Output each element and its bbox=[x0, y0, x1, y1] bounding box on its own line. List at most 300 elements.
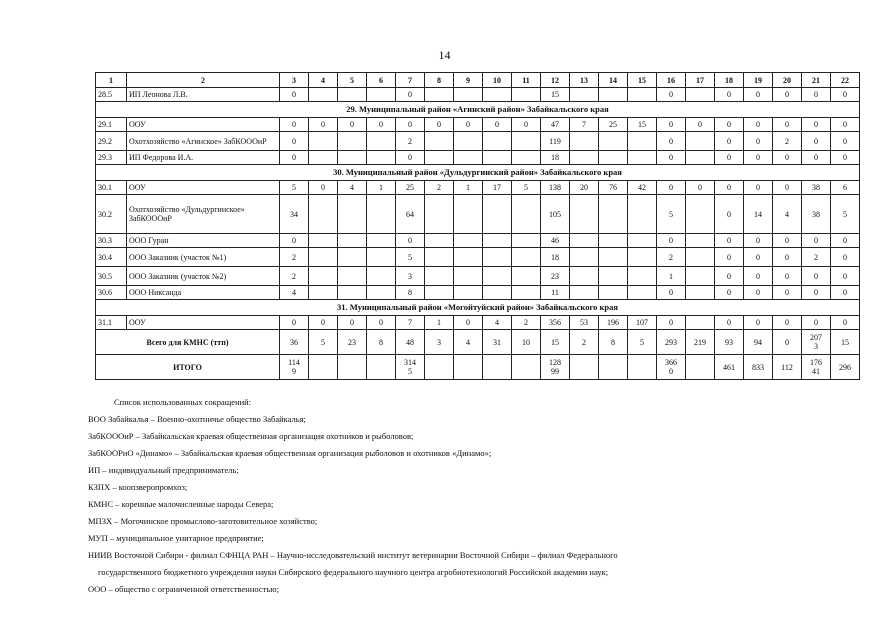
table-cell bbox=[628, 132, 657, 151]
table-cell: 0 bbox=[715, 286, 744, 300]
district-row bbox=[96, 102, 860, 118]
table-cell: 5 bbox=[512, 181, 541, 195]
table-cell: 138 bbox=[541, 181, 570, 195]
table-cell bbox=[483, 248, 512, 267]
table-cell: 196 bbox=[599, 316, 628, 330]
table-cell bbox=[454, 151, 483, 165]
table-cell: 15 bbox=[541, 88, 570, 102]
table-cell bbox=[512, 132, 541, 151]
table-cell: 0 bbox=[715, 267, 744, 286]
table-cell bbox=[686, 151, 715, 165]
table-cell: 0 bbox=[744, 118, 773, 132]
table-cell: 1 bbox=[425, 316, 454, 330]
table-cell: 0 bbox=[773, 181, 802, 195]
column-header: 6 bbox=[367, 73, 396, 88]
table-cell: 15 bbox=[628, 118, 657, 132]
table-cell: 38 bbox=[802, 195, 831, 234]
total-cell: 128 99 bbox=[541, 355, 570, 380]
table-cell: 0 bbox=[396, 234, 425, 248]
table-cell bbox=[512, 195, 541, 234]
table-cell: 0 bbox=[773, 234, 802, 248]
total-cell: 4 bbox=[454, 330, 483, 355]
table-cell: 0 bbox=[483, 118, 512, 132]
table-cell: 0 bbox=[715, 118, 744, 132]
abbreviation-item: НИИВ Восточной Сибири - филиал СФНЦА РАН – Научно-исследовательский институт ветеринарии Восточной Сибири – филиал Федерального bbox=[88, 550, 618, 560]
table-cell bbox=[338, 286, 367, 300]
table-cell: 11 bbox=[541, 286, 570, 300]
table-row bbox=[96, 118, 860, 132]
table-cell: 0 bbox=[715, 132, 744, 151]
table-row bbox=[96, 316, 860, 330]
table-cell bbox=[367, 151, 396, 165]
table-cell: 18 bbox=[541, 248, 570, 267]
table-cell bbox=[628, 195, 657, 234]
table-cell: 0 bbox=[280, 316, 309, 330]
table-cell bbox=[309, 234, 338, 248]
table-cell: 0 bbox=[773, 88, 802, 102]
table-cell: 25 bbox=[396, 181, 425, 195]
table-cell: 0 bbox=[657, 181, 686, 195]
table-cell: 5 bbox=[831, 195, 860, 234]
table-cell bbox=[309, 248, 338, 267]
table-cell: 76 bbox=[599, 181, 628, 195]
total-cell: 5 bbox=[628, 330, 657, 355]
total-cell: 8 bbox=[599, 330, 628, 355]
row-number: 29.3 bbox=[96, 151, 127, 165]
table-cell: 7 bbox=[570, 118, 599, 132]
table-cell: 0 bbox=[715, 195, 744, 234]
row-number: 28.5 bbox=[96, 88, 127, 102]
table-cell: 0 bbox=[802, 151, 831, 165]
table-cell: 0 bbox=[773, 151, 802, 165]
table-cell: 0 bbox=[831, 118, 860, 132]
table-cell bbox=[570, 151, 599, 165]
table-cell: 0 bbox=[744, 267, 773, 286]
table-cell bbox=[367, 195, 396, 234]
table-cell bbox=[686, 316, 715, 330]
total-cell: 112 bbox=[773, 355, 802, 380]
column-header: 14 bbox=[599, 73, 628, 88]
total-cell: 3 bbox=[425, 330, 454, 355]
table-row bbox=[96, 267, 860, 286]
table-cell: 0 bbox=[657, 151, 686, 165]
total-cell: 176 41 bbox=[802, 355, 831, 380]
column-header: 20 bbox=[773, 73, 802, 88]
table-cell bbox=[686, 234, 715, 248]
table-cell bbox=[425, 234, 454, 248]
table-cell: 0 bbox=[396, 118, 425, 132]
table-cell: 0 bbox=[802, 316, 831, 330]
table-row bbox=[96, 151, 860, 165]
total-cell: 15 bbox=[541, 330, 570, 355]
table-cell bbox=[628, 88, 657, 102]
table-cell bbox=[338, 151, 367, 165]
table-cell: 0 bbox=[802, 234, 831, 248]
table-cell: 0 bbox=[715, 316, 744, 330]
total-cell: 5 bbox=[309, 330, 338, 355]
row-number: 29.2 bbox=[96, 132, 127, 151]
abbreviation-item: ООО – общество с ограниченной ответственностью; bbox=[88, 584, 279, 594]
table-cell: 0 bbox=[802, 267, 831, 286]
table-cell: 105 bbox=[541, 195, 570, 234]
abbreviation-item: КЗПХ – коопзверопромхоз; bbox=[88, 482, 188, 492]
abbreviation-item: ЗабКООРиО «Динамо» – Забайкальская краевая общественная организация рыболовов и охотников «Динамо»; bbox=[88, 448, 492, 458]
organization-name: ИП Федорова И.А. bbox=[127, 151, 280, 165]
table-cell bbox=[454, 267, 483, 286]
table-cell: 0 bbox=[744, 132, 773, 151]
table-cell bbox=[686, 248, 715, 267]
row-number: 30.5 bbox=[96, 267, 127, 286]
abbreviation-item: ИП – индивидуальный предприниматель; bbox=[88, 465, 239, 475]
table-cell: 0 bbox=[715, 181, 744, 195]
table-cell: 0 bbox=[715, 248, 744, 267]
total-row bbox=[96, 355, 860, 380]
table-cell bbox=[338, 267, 367, 286]
total-cell: 15 bbox=[831, 330, 860, 355]
total-cell bbox=[425, 355, 454, 380]
total-cell: 0 bbox=[773, 330, 802, 355]
total-cell bbox=[686, 355, 715, 380]
table-cell: 20 bbox=[570, 181, 599, 195]
table-cell bbox=[512, 248, 541, 267]
table-cell bbox=[425, 195, 454, 234]
total-cell: 23 bbox=[338, 330, 367, 355]
table-cell: 0 bbox=[802, 286, 831, 300]
column-header: 7 bbox=[396, 73, 425, 88]
column-header: 15 bbox=[628, 73, 657, 88]
table-cell: 0 bbox=[831, 248, 860, 267]
table-cell: 0 bbox=[280, 151, 309, 165]
total-cell: 461 bbox=[715, 355, 744, 380]
page-number: 14 bbox=[438, 48, 451, 62]
table-row bbox=[96, 248, 860, 267]
table-cell: 0 bbox=[686, 118, 715, 132]
row-number: 31.1 bbox=[96, 316, 127, 330]
table-cell bbox=[686, 132, 715, 151]
table-cell: 0 bbox=[396, 88, 425, 102]
table-cell bbox=[367, 88, 396, 102]
table-cell: 53 bbox=[570, 316, 599, 330]
table-cell: 0 bbox=[744, 181, 773, 195]
table-cell: 0 bbox=[715, 151, 744, 165]
column-header: 16 bbox=[657, 73, 686, 88]
abbreviations-list bbox=[88, 394, 848, 598]
organization-name: ООО Никсанда bbox=[127, 286, 280, 300]
table-cell: 0 bbox=[802, 88, 831, 102]
table-row bbox=[96, 234, 860, 248]
table-cell: 4 bbox=[338, 181, 367, 195]
table-cell bbox=[570, 267, 599, 286]
table-cell: 0 bbox=[425, 118, 454, 132]
table-cell: 0 bbox=[657, 316, 686, 330]
total-row bbox=[96, 330, 860, 355]
column-header: 19 bbox=[744, 73, 773, 88]
column-header: 12 bbox=[541, 73, 570, 88]
table-cell bbox=[599, 88, 628, 102]
data-table bbox=[95, 72, 860, 380]
table-cell: 2 bbox=[512, 316, 541, 330]
table-cell bbox=[338, 234, 367, 248]
abbreviation-item: МПЗХ – Могочинское промыслово-заготовительное хозяйство; bbox=[88, 516, 318, 526]
table-cell bbox=[367, 132, 396, 151]
table-cell: 0 bbox=[280, 132, 309, 151]
table-cell: 5 bbox=[657, 195, 686, 234]
table-cell: 0 bbox=[367, 118, 396, 132]
table-cell: 0 bbox=[831, 234, 860, 248]
table-cell bbox=[309, 286, 338, 300]
table-cell bbox=[309, 88, 338, 102]
table-cell bbox=[367, 248, 396, 267]
column-header: 18 bbox=[715, 73, 744, 88]
header-row bbox=[96, 73, 860, 88]
table-cell: 2 bbox=[802, 248, 831, 267]
table-cell: 0 bbox=[802, 132, 831, 151]
table-cell: 0 bbox=[454, 118, 483, 132]
table-cell: 1 bbox=[657, 267, 686, 286]
table-cell bbox=[454, 234, 483, 248]
table-cell: 0 bbox=[773, 118, 802, 132]
district-title: 31. Муниципальный район «Могойтуйский район» Забайкальского края bbox=[96, 300, 860, 316]
table-cell: 5 bbox=[280, 181, 309, 195]
table-cell: 25 bbox=[599, 118, 628, 132]
column-header: 17 bbox=[686, 73, 715, 88]
table-cell: 4 bbox=[773, 195, 802, 234]
table-cell: 18 bbox=[541, 151, 570, 165]
total-cell: 36 bbox=[280, 330, 309, 355]
table-cell: 0 bbox=[454, 316, 483, 330]
abbreviation-item: ВОО Забайкалья – Военно-охотничье общество Забайкалья; bbox=[88, 414, 306, 424]
table-cell bbox=[599, 195, 628, 234]
total-cell bbox=[309, 355, 338, 380]
total-cell: 207 3 bbox=[802, 330, 831, 355]
organization-name: ООО Гуран bbox=[127, 234, 280, 248]
table-cell bbox=[570, 234, 599, 248]
table-cell bbox=[570, 132, 599, 151]
total-cell: 293 bbox=[657, 330, 686, 355]
table-cell bbox=[512, 88, 541, 102]
table-cell: 2 bbox=[657, 248, 686, 267]
table-cell: 0 bbox=[367, 316, 396, 330]
abbreviations-title: Список использованных сокращений: bbox=[114, 397, 252, 407]
total-cell: 2 bbox=[570, 330, 599, 355]
total-cell bbox=[628, 355, 657, 380]
table-cell bbox=[338, 248, 367, 267]
table-cell: 1 bbox=[367, 181, 396, 195]
table-cell bbox=[599, 267, 628, 286]
total-cell: 114 9 bbox=[280, 355, 309, 380]
table-cell bbox=[454, 88, 483, 102]
column-header: 21 bbox=[802, 73, 831, 88]
table-cell: 5 bbox=[396, 248, 425, 267]
table-cell: 0 bbox=[831, 286, 860, 300]
organization-name: ООО Заказник (участок №2) bbox=[127, 267, 280, 286]
table-cell bbox=[628, 267, 657, 286]
table-cell: 0 bbox=[831, 88, 860, 102]
table-cell: 2 bbox=[396, 132, 425, 151]
column-header: 11 bbox=[512, 73, 541, 88]
table-cell: 0 bbox=[686, 181, 715, 195]
district-row bbox=[96, 300, 860, 316]
total-cell: 94 bbox=[744, 330, 773, 355]
total-cell: 314 5 bbox=[396, 355, 425, 380]
table-cell: 1 bbox=[454, 181, 483, 195]
table-cell bbox=[599, 132, 628, 151]
table-cell: 119 bbox=[541, 132, 570, 151]
table-cell bbox=[454, 248, 483, 267]
table-cell: 0 bbox=[280, 234, 309, 248]
table-cell: 38 bbox=[802, 181, 831, 195]
column-header: 2 bbox=[127, 73, 280, 88]
table-cell bbox=[454, 132, 483, 151]
row-number: 30.6 bbox=[96, 286, 127, 300]
table-cell: 0 bbox=[309, 118, 338, 132]
table-cell: 47 bbox=[541, 118, 570, 132]
total-cell: 93 bbox=[715, 330, 744, 355]
table-cell bbox=[367, 286, 396, 300]
table-cell bbox=[425, 132, 454, 151]
table-cell bbox=[425, 267, 454, 286]
table-cell bbox=[686, 267, 715, 286]
table-cell: 0 bbox=[744, 286, 773, 300]
table-cell: 2 bbox=[425, 181, 454, 195]
organization-name: ООУ bbox=[127, 316, 280, 330]
table-cell: 0 bbox=[773, 267, 802, 286]
table-cell: 23 bbox=[541, 267, 570, 286]
table-cell bbox=[512, 234, 541, 248]
row-number: 30.4 bbox=[96, 248, 127, 267]
table-cell bbox=[425, 151, 454, 165]
table-cell: 7 bbox=[396, 316, 425, 330]
table-cell bbox=[570, 248, 599, 267]
table-cell: 0 bbox=[773, 286, 802, 300]
table-cell bbox=[367, 267, 396, 286]
table-cell bbox=[309, 195, 338, 234]
table-cell: 2 bbox=[280, 248, 309, 267]
table-row bbox=[96, 286, 860, 300]
table-cell: 0 bbox=[744, 151, 773, 165]
abbreviation-item: государственного бюджетного учреждения науки Сибирского федерального научного центра агробиотехнологий Российской академии наук; bbox=[98, 567, 609, 577]
total-label: ИТОГО bbox=[96, 355, 280, 380]
column-header: 3 bbox=[280, 73, 309, 88]
total-cell bbox=[454, 355, 483, 380]
total-cell: 296 bbox=[831, 355, 860, 380]
organization-name: Охотхозяйство «Агинское» ЗабКОООиР bbox=[127, 132, 280, 151]
table-cell bbox=[309, 132, 338, 151]
table-cell bbox=[628, 234, 657, 248]
table-cell bbox=[628, 248, 657, 267]
total-cell: 366 0 bbox=[657, 355, 686, 380]
column-header: 10 bbox=[483, 73, 512, 88]
table-cell bbox=[425, 248, 454, 267]
table-cell bbox=[309, 151, 338, 165]
total-cell bbox=[338, 355, 367, 380]
total-cell bbox=[599, 355, 628, 380]
total-cell: 48 bbox=[396, 330, 425, 355]
table-cell: 0 bbox=[280, 118, 309, 132]
table-cell: 4 bbox=[483, 316, 512, 330]
district-title: 30. Муниципальный район «Дульдургинский район» Забайкальского края bbox=[96, 165, 860, 181]
table-cell bbox=[570, 88, 599, 102]
table-cell bbox=[367, 234, 396, 248]
total-cell: 31 bbox=[483, 330, 512, 355]
table-cell: 0 bbox=[715, 88, 744, 102]
table-cell bbox=[512, 151, 541, 165]
total-cell: 833 bbox=[744, 355, 773, 380]
total-cell bbox=[367, 355, 396, 380]
table-cell: 0 bbox=[831, 151, 860, 165]
table-cell: 107 bbox=[628, 316, 657, 330]
table-cell bbox=[425, 286, 454, 300]
abbreviation-item: МУП – муниципальное унитарное предприятие; bbox=[88, 533, 264, 543]
table-cell: 0 bbox=[773, 248, 802, 267]
table-cell: 0 bbox=[773, 316, 802, 330]
total-cell bbox=[483, 355, 512, 380]
column-header: 13 bbox=[570, 73, 599, 88]
table-cell: 0 bbox=[744, 88, 773, 102]
table-row bbox=[96, 132, 860, 151]
table-cell bbox=[338, 195, 367, 234]
abbreviation-item: ЗабКОООиР – Забайкальская краевая общественная организация охотников и рыболовов; bbox=[88, 431, 414, 441]
table-cell: 0 bbox=[309, 316, 338, 330]
table-cell bbox=[483, 234, 512, 248]
table-cell: 46 bbox=[541, 234, 570, 248]
table-cell bbox=[483, 267, 512, 286]
table-cell bbox=[483, 132, 512, 151]
table-row bbox=[96, 181, 860, 195]
table-cell: 17 bbox=[483, 181, 512, 195]
table-cell: 2 bbox=[773, 132, 802, 151]
total-cell bbox=[570, 355, 599, 380]
column-header: 4 bbox=[309, 73, 338, 88]
table-cell: 0 bbox=[657, 118, 686, 132]
row-number: 29.1 bbox=[96, 118, 127, 132]
table-cell bbox=[338, 132, 367, 151]
table-cell bbox=[599, 151, 628, 165]
table-cell: 0 bbox=[512, 118, 541, 132]
table-cell: 0 bbox=[657, 88, 686, 102]
table-cell: 42 bbox=[628, 181, 657, 195]
organization-name: ООУ bbox=[127, 118, 280, 132]
row-number: 30.1 bbox=[96, 181, 127, 195]
table-cell: 14 bbox=[744, 195, 773, 234]
organization-name: ООО Заказник (участок №1) bbox=[127, 248, 280, 267]
table-row bbox=[96, 195, 860, 234]
total-cell: 219 bbox=[686, 330, 715, 355]
table-cell bbox=[599, 248, 628, 267]
total-label: Всего для КМНС (ттп) bbox=[96, 330, 280, 355]
table-cell: 8 bbox=[396, 286, 425, 300]
table-cell: 2 bbox=[280, 267, 309, 286]
table-cell bbox=[338, 88, 367, 102]
table-cell bbox=[483, 88, 512, 102]
table-cell: 0 bbox=[280, 88, 309, 102]
column-header: 5 bbox=[338, 73, 367, 88]
row-number: 30.2 bbox=[96, 195, 127, 234]
column-header: 1 bbox=[96, 73, 127, 88]
table-cell: 0 bbox=[657, 286, 686, 300]
district-row bbox=[96, 165, 860, 181]
organization-name: ИП Леонова Л.В. bbox=[127, 88, 280, 102]
table-cell bbox=[686, 286, 715, 300]
organization-name: Охотхозяйство «Дульдургинское» ЗабКОООиР bbox=[127, 195, 280, 234]
column-header: 22 bbox=[831, 73, 860, 88]
table-cell bbox=[454, 195, 483, 234]
table-cell bbox=[483, 195, 512, 234]
table-cell: 4 bbox=[280, 286, 309, 300]
table-cell: 0 bbox=[657, 234, 686, 248]
table-cell: 0 bbox=[831, 316, 860, 330]
table-cell: 0 bbox=[715, 234, 744, 248]
